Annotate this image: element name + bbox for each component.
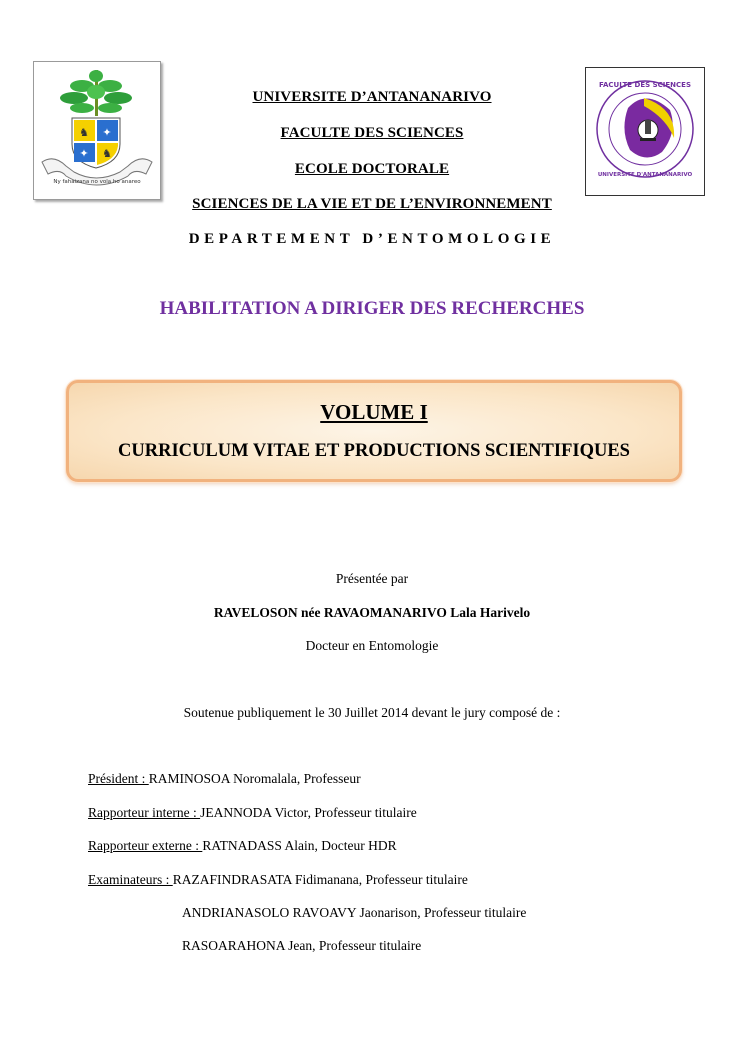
svg-text:UNIVERSITE D'ANTANANARIVO: UNIVERSITE D'ANTANANARIVO [597,172,693,178]
svg-text:✦: ✦ [102,126,112,139]
jury-president [88,771,361,787]
volume-title: VOLUME I [320,400,428,424]
author-name: RAVELOSON née RAVAOMANARIVO Lala Harivelo [213,605,531,620]
department-name: DEPARTEMENT D’ENTOMOLOGIE [188,231,556,247]
svg-text:♞: ♞ [102,147,112,160]
defense-statement: Soutenue publiquement le 30 Juillet 2014 devant le jury composé de : [183,705,561,720]
faculty-seal-icon [586,68,704,195]
faculty-name: FACULTE DES SCIENCES [280,125,464,141]
svg-text:FACULTE DES SCIENCES: FACULTE DES SCIENCES [599,81,691,89]
external-name: RATNADASS Alain, Docteur HDR [202,838,397,853]
examiner-name: RAZAFINDRASATA Fidimanana, Professeur titulaire [172,872,468,887]
author-degree: Docteur en Entomologie [305,638,439,653]
external-role: Rapporteur externe : [88,838,203,853]
faculty-logo [585,67,705,196]
volume-subtitle: CURRICULUM VITAE ET PRODUCTIONS SCIENTIFIQUES [118,441,630,461]
presented-by: Présentée par [335,571,409,586]
examiner-name: ANDRIANASOLO RAVOAVY Jaonarison, Professeur titulaire [182,905,527,920]
doctoral-school: ECOLE DOCTORALE [294,161,450,177]
university-name: UNIVERSITE D’ANTANANARIVO [252,89,492,105]
volume-box [66,380,682,482]
jury-external-reporter [88,838,397,854]
logo-motto: Ny fahaizana no vola ho anareo [53,179,141,185]
habilitation-title: HABILITATION A DIRIGER DES RECHERCHES [159,298,585,319]
field-name: SCIENCES DE LA VIE ET DE L’ENVIRONNEMENT [192,196,552,212]
president-role: Président : [88,771,149,786]
examiners-role: Examinateurs : [88,872,173,887]
president-name: RAMINOSOA Noromalala, Professeur [148,771,361,786]
jury-internal-reporter [88,805,417,821]
svg-text:✦: ✦ [79,147,89,160]
jury-examiners [88,872,468,888]
internal-name: JEANNODA Victor, Professeur titulaire [200,805,417,820]
internal-role: Rapporteur interne : [88,805,201,820]
examiner-name: RASOARAHONA Jean, Professeur titulaire [182,938,422,953]
svg-text:♞: ♞ [79,126,89,139]
